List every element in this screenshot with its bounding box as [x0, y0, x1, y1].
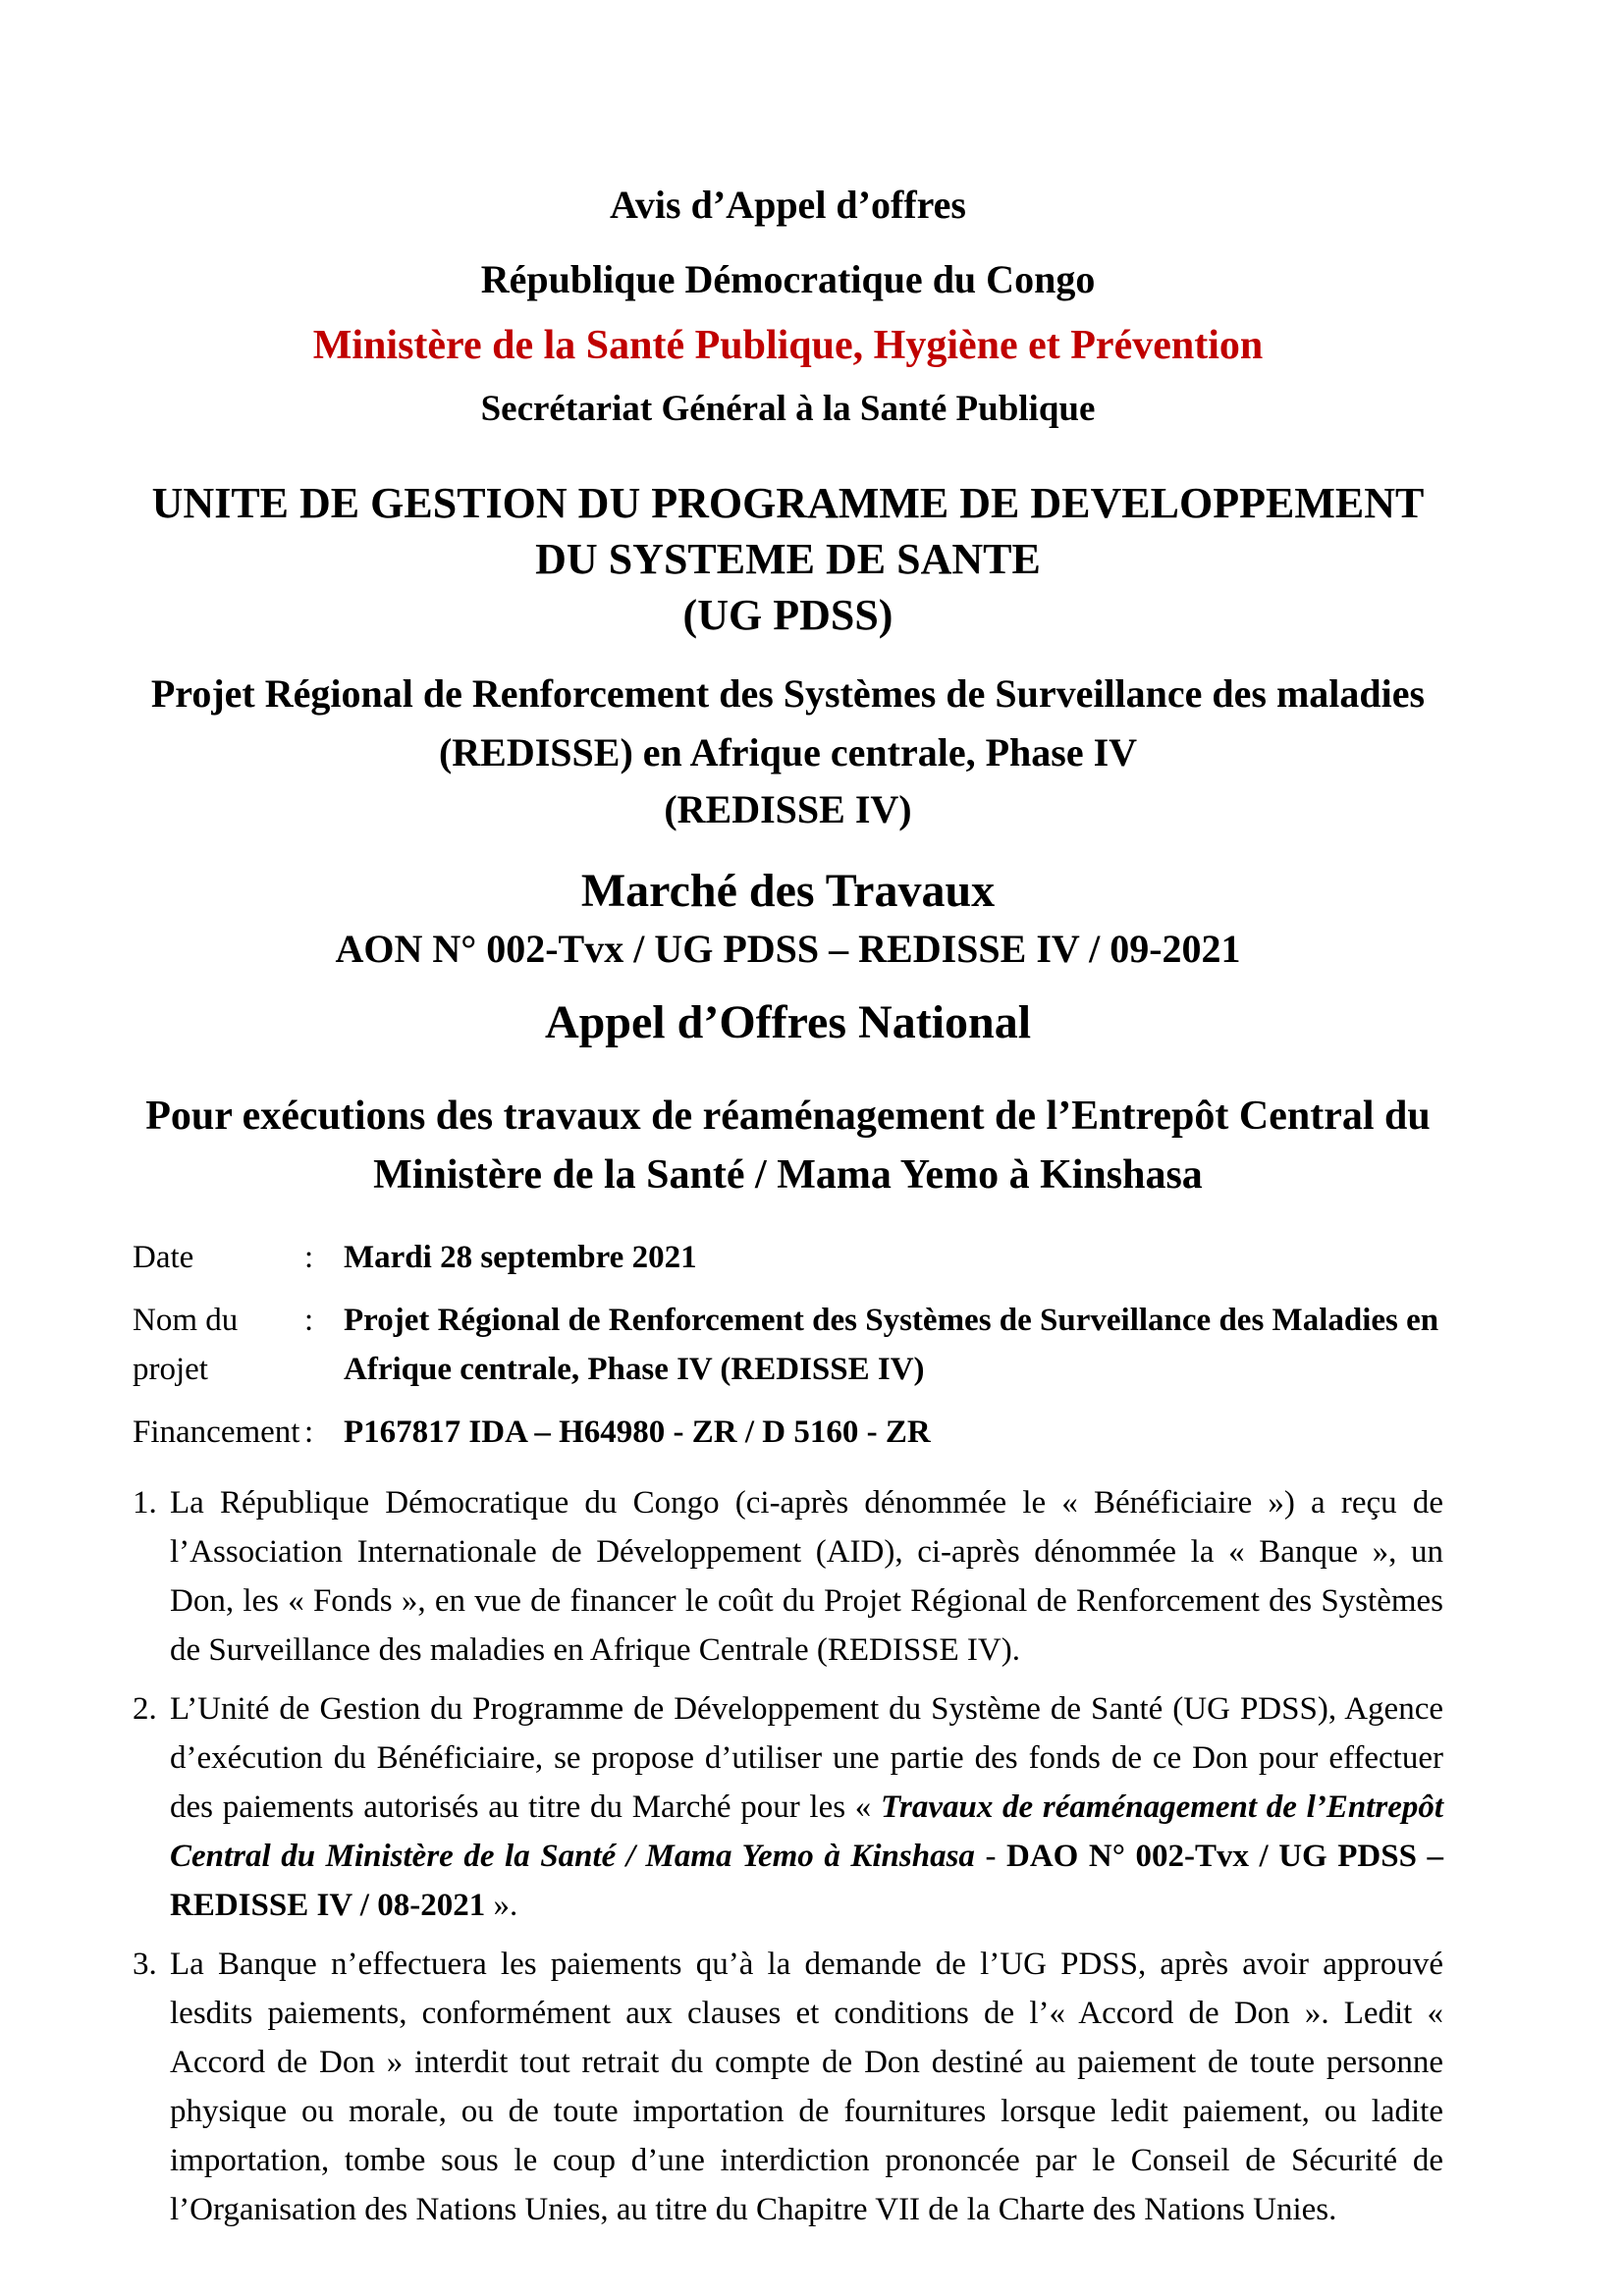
info-separator: : — [304, 1415, 314, 1451]
unit-acronym: (UG PDSS) — [682, 591, 893, 640]
project-heading: Projet Régional de Renforcement des Systèmes de Surveillance des maladies (REDISSE) en Afrique centrale, Phase IV — [150, 671, 1426, 775]
unit-heading-line-2: DU SYSTEME DE SANTE — [535, 534, 1041, 583]
paragraph-text: La République Démocratique du Congo (ci-après dénommée le « Bénéficiaire ») a reçu de l’Association Internationale de Développement (AID), ci-après dénommée la « Banque », un Don, les « Fonds », en vue de financer le coût du Projet Régional de Renforcement des Systèmes de Surveillance des maladies en Afrique Centrale (REDISSE IV). — [170, 1485, 1443, 1669]
info-row-project-name — [133, 1296, 1443, 1394]
numbered-paragraph-3 — [133, 1940, 1443, 2234]
info-value-date: Mardi 28 septembre 2021 — [344, 1240, 697, 1276]
project-acronym: (REDISSE IV) — [664, 787, 912, 832]
info-value-financing: P167817 IDA – H64980 - ZR / D 5160 - ZR — [344, 1415, 931, 1451]
paragraph-text: La Banque n’effectuera les paiements qu’à la demande de l’UG PDSS, après avoir approuvé lesdits paiements, conformément aux clauses et conditions de l’« Accord de Don ». Ledit « Accord de Don » interdit tout retrait du compte de Don destiné au paiement de toute personne physique ou morale, ou de toute importation de fournitures lorsque ledit paiement, ou ladite importation, tombe sous le coup d’une interdiction prononcée par le Conseil de Sécurité de l’Organisation des Nations Unies, au titre du Chapitre VII de la Charte des Nations Unies. — [170, 1947, 1443, 2228]
paragraph-2-close: ». — [485, 1888, 518, 1924]
unit-heading-line-1: UNITE DE GESTION DU PROGRAMME DE DEVELOPPEMENT — [151, 478, 1425, 527]
info-label-financing: Financement — [133, 1415, 300, 1451]
paragraph-2-dash: - — [974, 1839, 1007, 1875]
ministry-heading: Ministère de la Santé Publique, Hygiène et Prévention — [312, 323, 1264, 368]
tender-subject-heading: Pour exécutions des travaux de réaménagement de l’Entrepôt Central du Ministère de la Santé / Mama Yemo à Kinshasa — [145, 1093, 1431, 1199]
body-paragraphs — [133, 1478, 1443, 2234]
management-unit-heading — [133, 475, 1443, 644]
tender-reference: AON N° 002-Tvx / UG PDSS – REDISSE IV / 09-2021 — [335, 926, 1241, 971]
info-separator: : — [304, 1240, 314, 1276]
info-row-financing — [133, 1408, 1443, 1457]
info-label-project-name: Nom du projet — [133, 1303, 239, 1388]
paragraph-2-dao-reference: DAO N° 002-Tvx / UG PDSS – REDISSE IV / 08-2021 — [170, 1839, 1443, 1924]
notice-title: Avis d’Appel d’offres — [610, 183, 966, 227]
info-value-project-name: Projet Régional de Renforcement des Systèmes de Surveillance des Maladies en Afrique centrale, Phase IV (REDISSE IV) — [344, 1303, 1439, 1388]
info-row-date — [133, 1233, 1443, 1282]
paragraph-2-lead: L’Unité de Gestion du Programme de Développement du Système de Santé (UG PDSS), Agence d’exécution du Bénéficiaire, se propose d’utiliser une partie des fonds de ce Don pour effectuer des paiements autorisés au titre du Marché pour les « — [170, 1691, 1443, 1826]
paragraph-number: 1. — [133, 1485, 157, 1522]
document-content — [133, 182, 1443, 2234]
paragraph-text — [170, 1684, 1443, 1930]
paragraph-number: 3. — [133, 1947, 157, 1983]
info-label-date: Date — [133, 1240, 194, 1276]
secretariat-heading: Secrétariat Général à la Santé Publique — [480, 389, 1096, 430]
paragraph-2-works-title: Travaux de réaménagement de l’Entrepôt Central du Ministère de la Santé / Mama Yemo à Kinshasa — [170, 1789, 1444, 1875]
numbered-paragraph-1 — [133, 1478, 1443, 1675]
market-type-heading: Marché des Travaux — [580, 865, 996, 918]
country-heading: République Démocratique du Congo — [480, 257, 1096, 301]
numbered-paragraph-2 — [133, 1684, 1443, 1930]
info-table — [133, 1233, 1443, 1457]
info-separator: : — [304, 1303, 314, 1339]
paragraph-number: 2. — [133, 1691, 157, 1728]
tender-type-heading: Appel d’Offres National — [544, 995, 1032, 1048]
